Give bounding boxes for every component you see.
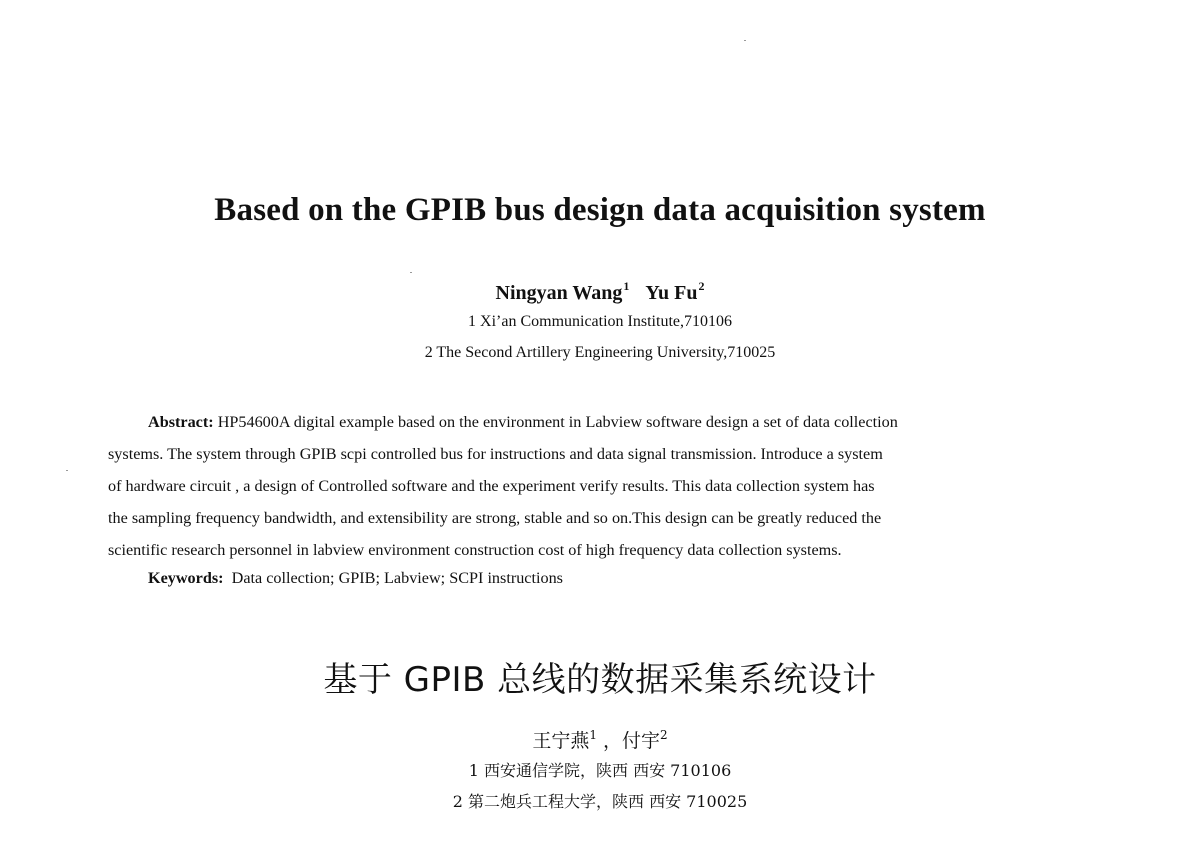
scan-speck bbox=[410, 272, 412, 273]
affiliation-cn-1: 1 西安通信学院，陕西 西安 710106 bbox=[468, 761, 732, 780]
author-name-cn: 付宇 bbox=[622, 730, 661, 752]
keywords-text: Data collection; GPIB; Labview; SCPI instructions bbox=[231, 569, 563, 587]
keywords-line bbox=[148, 566, 563, 590]
author-affiliation-mark: 2 bbox=[698, 279, 705, 293]
author-affiliation-mark: 1 bbox=[589, 728, 597, 742]
affiliation-en-1: 1 Xi’an Communication Institute,710106 bbox=[468, 313, 732, 330]
author-name: Ningyan Wang bbox=[495, 282, 623, 304]
abstract-line: the sampling frequency bandwidth, and extensibility are strong, stable and so on.This design can be greatly reduced the bbox=[108, 509, 882, 527]
paper-title-en: Based on the GPIB bus design data acquisition system bbox=[214, 192, 986, 228]
author-separator: ， bbox=[603, 730, 623, 752]
author-list-en bbox=[0, 279, 1200, 305]
abstract-line: systems. The system through GPIB scpi controlled bus for instructions and data signal transmission. Introduce a system bbox=[108, 445, 883, 463]
abstract-line: of hardware circuit , a design of Controlled software and the experiment verify results. This data collection system has bbox=[108, 477, 875, 495]
author-affiliation-mark: 1 bbox=[623, 279, 630, 293]
abstract-line: Abstract: HP54600A digital example based on the environment in Labview software design a set of data collection bbox=[148, 413, 898, 431]
abstract-block bbox=[108, 406, 1092, 566]
abstract-label: Abstract: bbox=[148, 413, 214, 431]
abstract-line: scientific research personnel in labview environment construction cost of high frequency data collection systems. bbox=[108, 541, 842, 559]
author-name-cn: 王宁燕 bbox=[532, 730, 590, 752]
author-affiliation-mark: 2 bbox=[660, 728, 668, 742]
scan-speck bbox=[744, 40, 746, 41]
author-list-cn bbox=[0, 726, 1200, 753]
scan-speck bbox=[66, 470, 68, 471]
affiliation-en-2: 2 The Second Artillery Engineering University,710025 bbox=[424, 344, 776, 361]
affiliation-cn-2: 2 第二炮兵工程大学，陕西 西安 710025 bbox=[452, 792, 748, 811]
keywords-label: Keywords: bbox=[148, 569, 224, 587]
paper-title-cn: 基于 GPIB 总线的数据采集系统设计 bbox=[323, 660, 877, 700]
author-name: Yu Fu bbox=[645, 282, 698, 304]
